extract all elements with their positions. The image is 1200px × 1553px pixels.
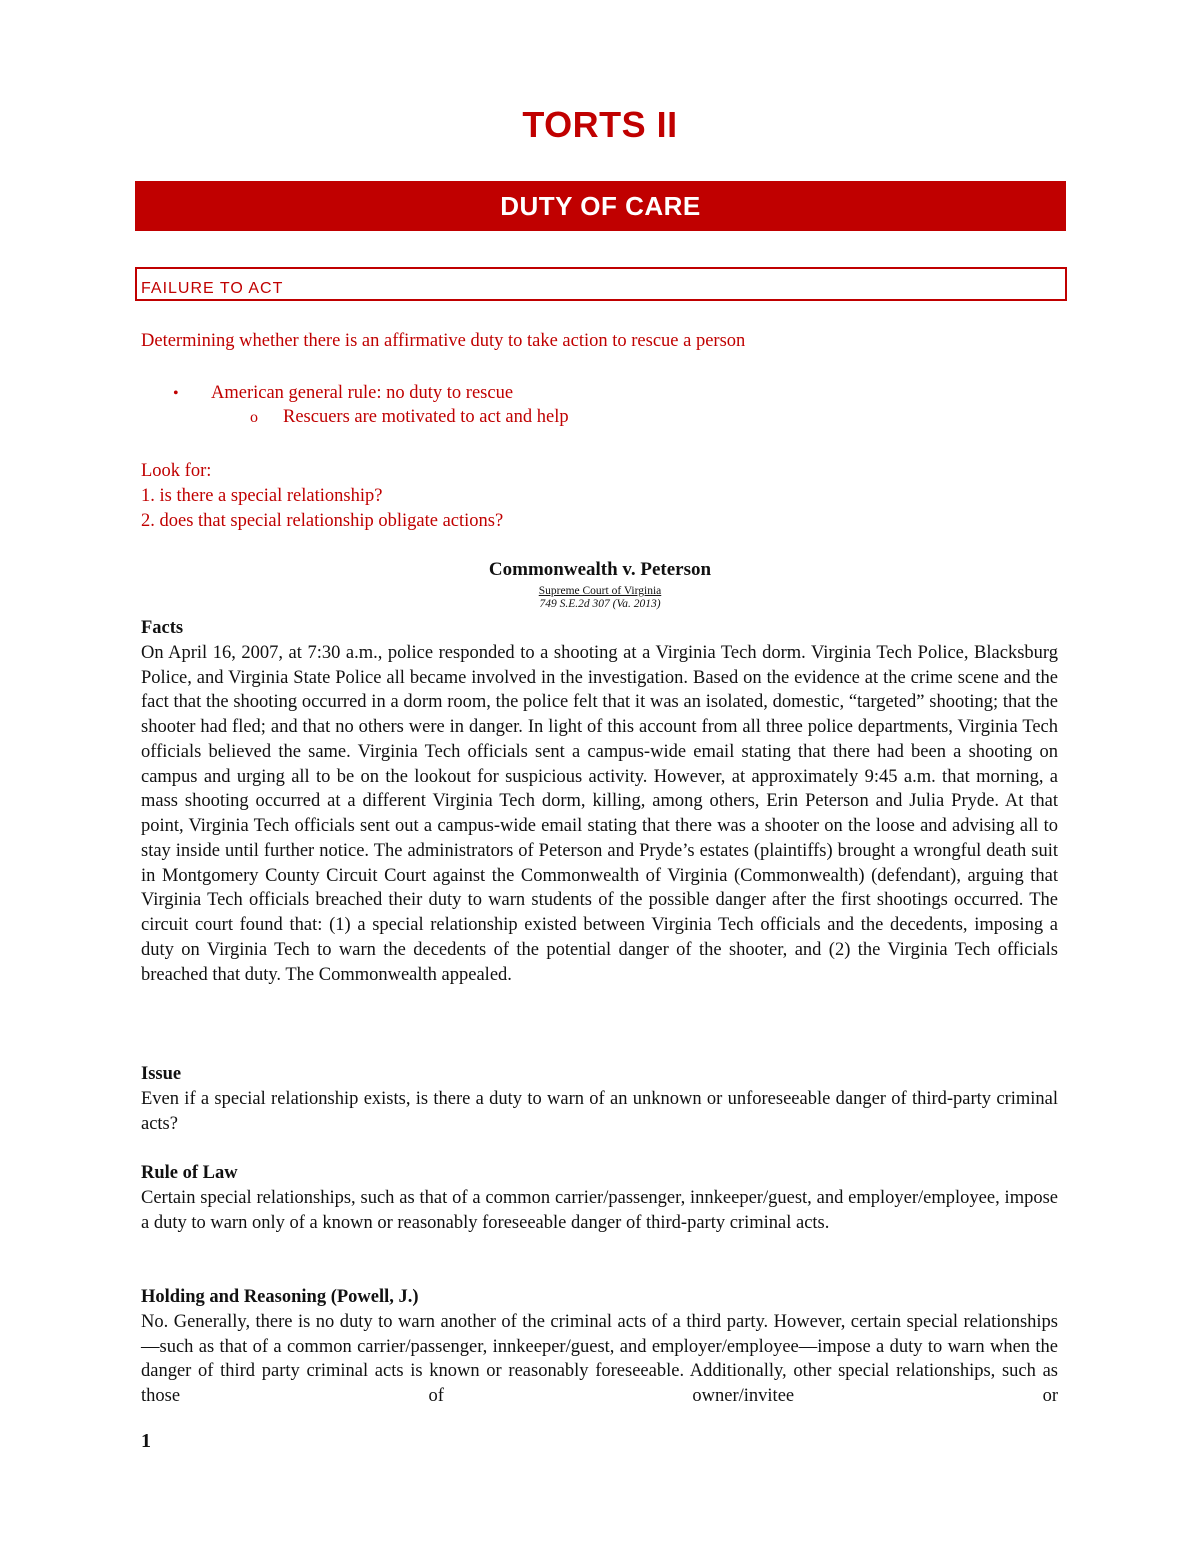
- issue-text: Even if a special relationship exists, is there a duty to warn of an unknown or unforeseeable danger of third-party criminal acts?: [141, 1088, 1058, 1134]
- holding-heading: Holding and Reasoning (Powell, J.): [141, 1287, 419, 1307]
- look-for-item: 2. does that special relationship obligate actions?: [141, 511, 504, 531]
- intro-text: Determining whether there is an affirmative duty to take action to rescue a person: [141, 331, 746, 351]
- case-court: Supreme Court of Virginia: [538, 585, 662, 597]
- facts-heading: Facts: [141, 618, 184, 638]
- issue-section: [141, 1062, 1058, 1136]
- holding-text: No. Generally, there is no duty to warn another of the criminal acts of a third party. However, certain special relationships—such as that of a common carrier/passenger, innkeeper/guest, and employer/employee—impose a duty to warn when the danger of third party criminal acts is known or reasonably foreseeable. Additionally, other special relationships, such as those of owner/invitee or: [141, 1311, 1058, 1406]
- bullet-item: [173, 381, 513, 407]
- bullet-icon: •: [173, 385, 179, 402]
- subsection-heading: [135, 267, 1067, 301]
- page-number: 1: [141, 1430, 151, 1452]
- facts-section: [141, 616, 1058, 987]
- case-name: Commonwealth v. Peterson: [488, 559, 712, 580]
- look-for-label: Look for:: [141, 461, 212, 481]
- document-title: TORTS II: [522, 104, 678, 145]
- facts-text: On April 16, 2007, at 7:30 a.m., police responded to a shooting at a Virginia Tech dorm. Virginia Tech Police, Blacksburg Police, and Virginia State Police all became involved in the investigation. Based on the evidence at the crime scene and the fact that the shooting occurred in a dorm room, the police felt that it was an isolated, domestic, “targeted” shooting; that the shooter had fled; and that no others were in danger. In light of this account from all three police departments, Virginia Tech officials believed the same. Virginia Tech officials sent a campus-wide email stating that there had been a shooting on campus and urging all to be on the lookout for suspicious activity. However, at approximately 9:45 a.m. that morning, a mass shooting occurred at a different Virginia Tech dorm, killing, among others, Erin Peterson and Julia Pryde. At that point, Virginia Tech officials sent out a campus-wide email stating that there was a shooter on the loose and advising all to stay inside until further notice. The administrators of Peterson and Pryde’s estates (plaintiffs) brought a wrongful death suit in Montgomery County Circuit Court against the Commonwealth of Virginia (Commonwealth) (defendant), arguing that Virginia Tech officials breached their duty to warn students of the possible danger after the first shootings occurred. The circuit court found that: (1) a special relationship existed between Virginia Tech officials and the decedents, imposing a duty on Virginia Tech to warn the decedents of the potential danger of the shooter, and (2) the Virginia Tech officials breached that duty. The Commonwealth appealed.: [141, 642, 1058, 985]
- sub-bullet-icon: o: [250, 409, 258, 426]
- section-banner: DUTY OF CARE: [135, 181, 1066, 231]
- bullet-text: American general rule: no duty to rescue: [211, 383, 514, 403]
- rule-heading: Rule of Law: [141, 1163, 238, 1183]
- rule-text: Certain special relationships, such as that of a common carrier/passenger, innkeeper/guest, and employer/employee, impose a duty to warn only of a known or reasonably foreseeable danger of third-party criminal acts.: [141, 1187, 1058, 1233]
- sub-bullet-text: Rescuers are motivated to act and help: [283, 407, 569, 427]
- rule-section: [141, 1161, 1058, 1235]
- sub-bullet-item: [250, 405, 569, 431]
- subsection-heading-label: FAILURE TO ACT: [141, 280, 284, 297]
- case-citation: 749 S.E.2d 307 (Va. 2013): [539, 598, 661, 610]
- issue-heading: Issue: [141, 1064, 182, 1084]
- holding-section: [141, 1285, 1058, 1409]
- look-for-item: 1. is there a special relationship?: [141, 486, 383, 506]
